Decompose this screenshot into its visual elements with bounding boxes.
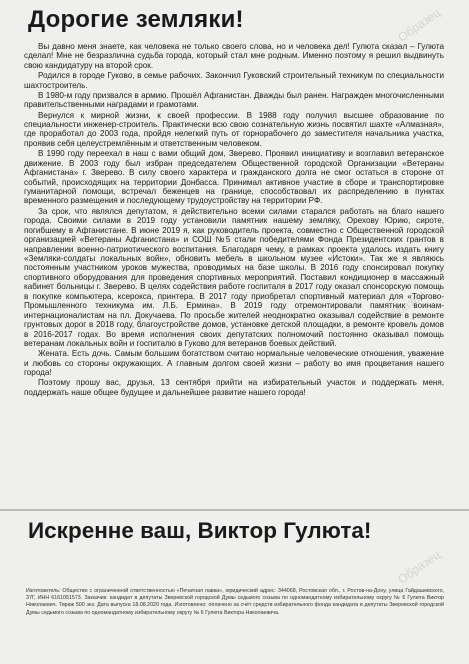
paragraph: Жената. Есть дочь. Самым большим богатством считаю нормальные человеческие отношения, уважение и любовь со стороны окружающих. А главным долгом своей жизни – работу во имя процветания нашего города! [24,349,444,378]
watermark: Образец [395,5,443,45]
watermark: Образец [380,287,428,327]
letter-body [24,42,444,398]
imprint-text: Изготовитель: Общество с ограниченной ответственностью «Печатная лавка», юридический адрес: 344068, Ростовская обл., г. Ростов-на-Дону, улица Гайдашевского, 37Г, ИНН 6161051573. Заказчик: кандидат в депутаты Зверевской городской Думы седьмого созыва по одномандатному избирательному округу № 6 Гулюта Виктор Николаевич. Тираж 500 экз. Дата выпуска 18.08.2020 года. Изготовлено: оплачено за счёт средств избирательного фонда кандидата в депутаты Зверевской городской Думы седьмого созыва по одномандатному избирательному округу № 6 Гулюта Виктора Николаевича. [26,588,444,616]
paragraph: Вернулся к мирной жизни, к своей профессии. В 1988 году получил высшее образование по специальности инженер-строитель. Практически всю свою сознательную жизнь посвятил шахте «Алмазная», где проработал до 2003 года, пройдя нелегкий путь от горнорабочего до заместителя начальника участка, проявив себя целеустремлённым и ответственным человеком. [24,110,444,148]
watermark: Образец [395,547,443,587]
paragraph: Родился в городе Гуково, в семье рабочих. Закончил Гуковский строительный техникум по специальности шахтостроитель. [24,71,444,90]
paragraph: В 1980-м году призвался в армию. Прошёл Афганистан. Дважды был ранен. Награжден многочисленными правительственными наградами и грамотами. [24,90,444,110]
paragraph: Поэтому прошу вас, друзья, 13 сентября прийти на избирательный участок и поддержать меня, поддержать наше общее будущее и дальнейшее развитие нашего города! [24,378,444,397]
divider [0,509,469,511]
paragraph: За срок, что являлся депутатом, я действительно всеми силами старался работать на благо нашего города. Своими силами в 2019 году установили памятник нашему земляку, Орехову Юрию, сироте, погибшему в Афганистане. В июне 2019 я, как руководитель проекта, совместно с Общественной городской организацией «Ветераны Афганистана» и СОШ №5 стали победителями Фонда Президентских грантов в направлении военно-патриотического воспитания. Благодаря чему, в рамках проекта удалось издать книгу «Земляки-солдаты локальных войн», обновить мебель в школьном музее «Истоки». Так же я являюсь постоянным участником уроков мужества, проводимых на базе школы. В 2016 году спонсировал покупку спортивного оборудования для проведения спортивных мероприятий. Поставил кондиционер в массажный кабинет больницы г. Зверево. В целях содействия работе госпиталя в 2017 году оказал спонсорскую помощь в покупке компьютера, ксерокса, принтера. В 2017 году приобретал спортивный материал для «Торгово-Промышленного техникума им. Л.Б. Ермина». В 2019 году отремонтировали памятник воинам-интернационалистам на пл. Докучаева. По просьбе жителей неоднократно оказывал содействие в ремонте грунтовых дорог в 2018 году, благоустройстве домов, установке детской площадки, в ремонте кровель домов в 2016-2017 годах. Во время исполнения своих депутатских полномочий постоянно оказывал помощь ветеранам локальных войн и госпиталю в Гуково для ветеранов боевых действий. [24,206,444,349]
paragraph: В 1990 году переехал в наш с вами общий дом, Зверево. Проявил инициативу и возглавил ветеранское движение. В 2003 году был избран председателем Общественной городской Организации «Ветераны Афганистана» г. Зверево. В силу своего характера и гражданского долга не смог остаться в стороне от событий, происходящих на территории Донбасса. Принимал активное участие в сборе и транспортировке гуманитарной помощи, встречал беженцев на границе, способствовал их распределению в пунктах временного размещения и последующему трудоустройству на территории РФ. [24,149,444,206]
page-title: Дорогие земляки! [28,6,244,33]
closing-signature: Искренне ваш, Виктор Гулюта! [28,518,372,543]
paragraph: Вы давно меня знаете, как человека не только своего слова, но и человека дел! Гулюта сказал – Гулюта сделал! Мне не безразлична судьба города, который стал мне родным. Именно поэтому я решил выдвинуть свою кандидатуру на второй срок. [24,42,444,70]
